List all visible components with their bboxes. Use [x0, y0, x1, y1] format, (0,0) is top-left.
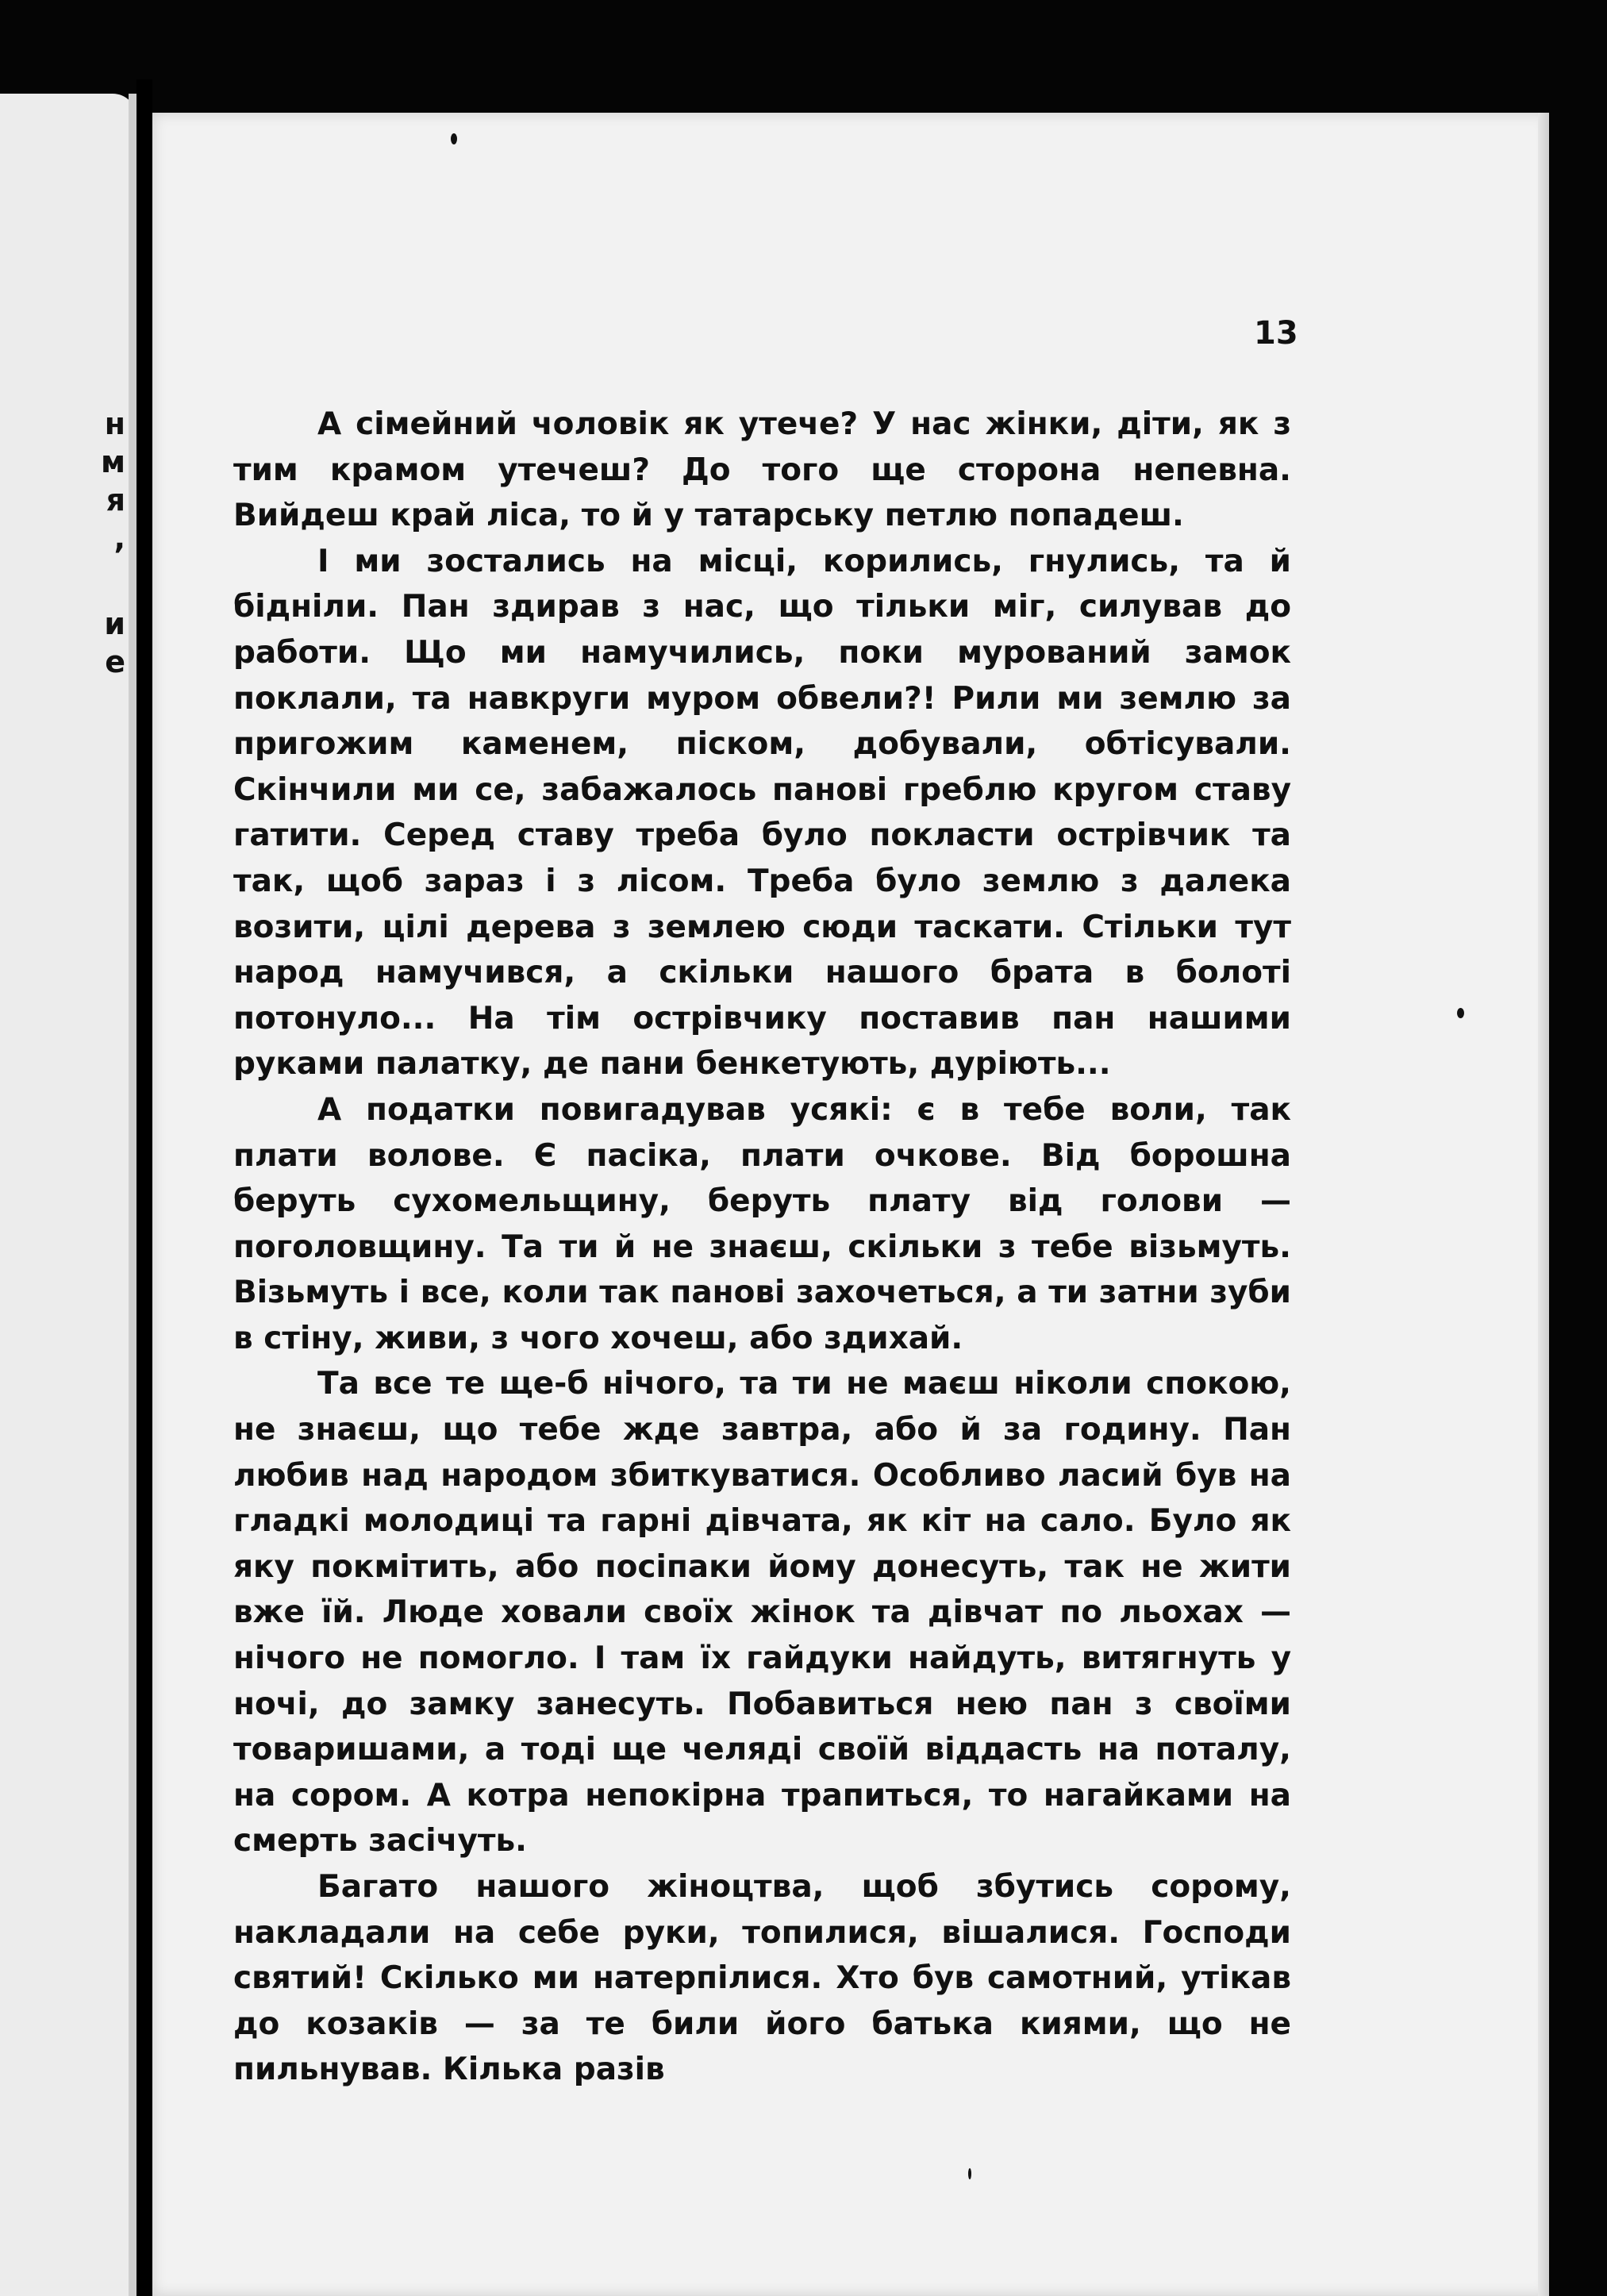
- adjacent-page-strip: [0, 94, 136, 2296]
- paragraph: А податки повигадував усякі: є в тебе воли, так плати волове. Є пасіка, плати очкове. Від борошна беруть сухомельщину, беруть плату від голови — поголовщину. Та ти й не знаєш, скільки з тебе візьмуть. Візьмуть і все, коли так панові захочеться, а ти затни зуби в стіну, живи, з чого хочеш, або здихай.: [233, 1091, 1291, 1356]
- page-number: 13: [1254, 315, 1298, 352]
- page-edge: [1538, 113, 1549, 2296]
- fragment: я: [106, 483, 125, 517]
- paragraph: А сімейний чоловік як утече? У нас жінки, діти, як з тим крамом утечеш? До того ще сторона непевна. Вийдеш край ліса, то й у татарську петлю попадеш.: [233, 406, 1291, 534]
- ink-speck: [968, 2168, 971, 2179]
- fragment: и: [104, 606, 125, 641]
- fragment: ,: [113, 521, 125, 556]
- fragment: н: [104, 406, 125, 441]
- adjacent-page-text-fragments: [101, 405, 125, 681]
- paragraph: Та все те ще-б нічого, та ти не маєш ніколи спокою, не знаєш, що тебе жде завтра, або й за годину. Пан любив над народом збиткуватися. Особливо ласий був на гладкі молодиці та гарні дівчата, як кіт на сало. Було як яку покмітить, або посіпаки йому донесуть, так не жити вже їй. Люде ховали своїх жінок та дівчат по льохах — нічого не помогло. І там їх гайдуки найдуть, витягнуть у ночі, до замку занесуть. Побавиться нею пан з своїми товаришами, а тоді ще челяді своїй віддасть на поталу, на сором. А котра непокірна трапиться, то нагайками на смерть засічуть.: [233, 1366, 1291, 1859]
- paragraph: І ми зостались на місці, корились, гнулись, та й бідніли. Пан здирав з нас, що тільки міг, силував до работи. Що ми намучились, поки мурований замок поклали, та навкруги муром обвели?! Рили ми землю за пригожим каменем, піском, добували, обтісували. Скінчили ми се, забажалось панові греблю кругом ставу гатити. Серед ставу треба було покласти острівчик та так, щоб зараз і з лісом. Треба було землю з далека возити, цілі дерева з землею сюди таскати. Стільки тут народ намучився, а скільки нашого брата в болоті потонуло... На тім острівчику поставив пан нашими руками палатку, де пани бенкетують, дуріють...: [233, 543, 1291, 1083]
- body-text: [233, 402, 1291, 2093]
- ink-speck: [1457, 1008, 1464, 1018]
- fragment: е: [105, 644, 125, 679]
- book-spine-shadow: [136, 79, 152, 2296]
- fragment: м: [100, 444, 125, 479]
- ink-speck: [451, 133, 457, 144]
- fragment: [101, 557, 125, 605]
- adjacent-page-edge: [129, 94, 136, 2296]
- book-page: [152, 113, 1549, 2296]
- paragraph: Багато нашого жіноцтва, щоб збутись сорому, накладали на себе руки, топилися, вішалися. Господи святий! Скілько ми натерпілися. Хто був самотний, утікав до козаків — за те били його батька киями, що не пильнував. Кілька разів: [233, 1869, 1291, 2088]
